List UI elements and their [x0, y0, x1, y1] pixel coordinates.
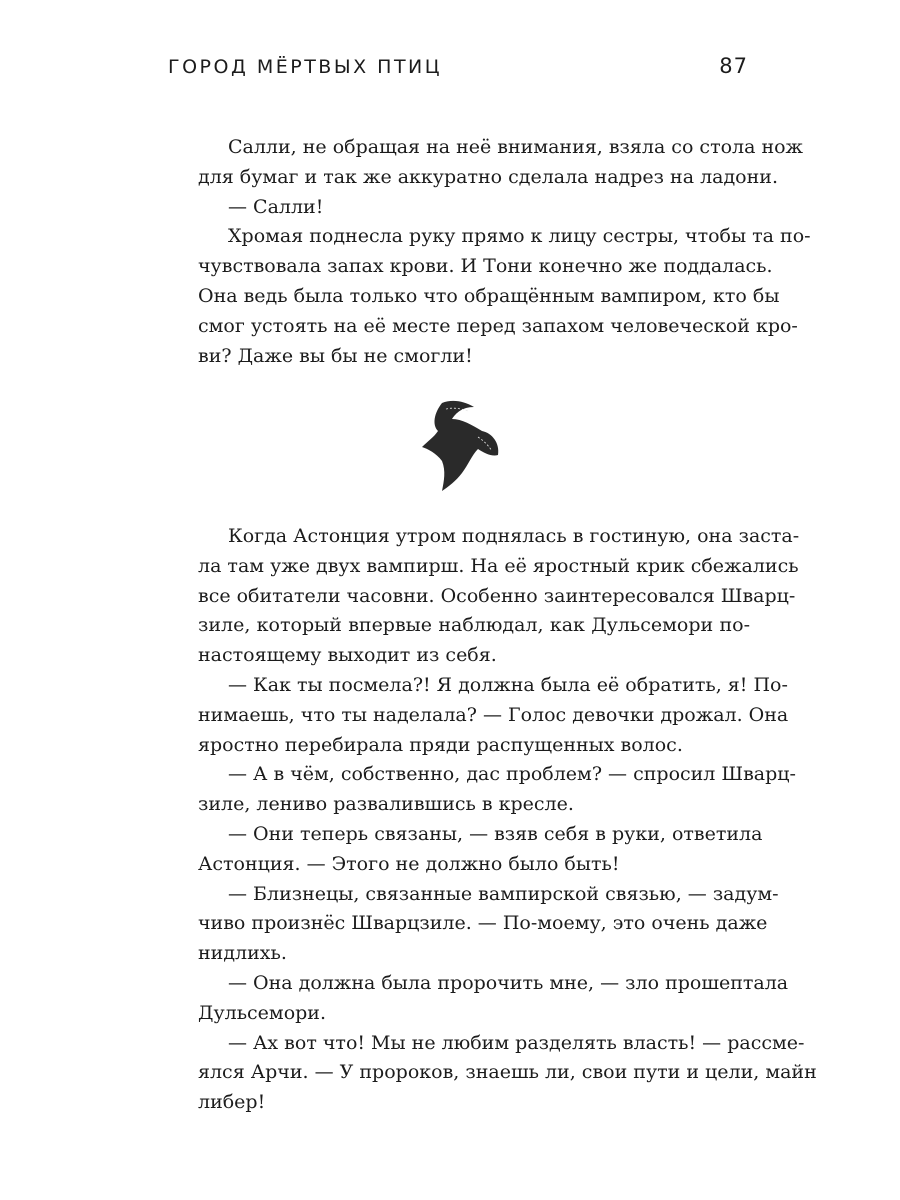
text-line: чиво произнёс Шварцзиле. — По-моему, это очень даже	[198, 912, 768, 935]
text-line: Астонция. — Этого не должно было быть!	[198, 852, 620, 875]
text-line: Хромая поднесла руку прямо к лицу сестры, чтобы та по-	[228, 225, 811, 248]
paragraph	[168, 222, 811, 371]
paragraph	[168, 671, 789, 760]
text-line: либер!	[198, 1091, 266, 1114]
paragraph	[168, 522, 800, 671]
paragraph	[168, 1029, 817, 1118]
page-number: 87	[719, 54, 748, 78]
text-line: — А в чём, собственно, дас проблем? — спросил Шварц-	[228, 763, 796, 786]
running-head: ГОРОД МЁРТВЫХ ПТИЦ	[168, 56, 443, 78]
text-block-top	[168, 133, 811, 371]
text-line: ялся Арчи. — У пророков, знаешь ли, свои пути и цели, майн	[198, 1061, 817, 1084]
text-line: для бумаг и так же аккуратно сделала надрез на ладони.	[198, 165, 778, 188]
paragraph	[168, 969, 789, 1029]
text-line: ви? Даже вы бы не смогли!	[198, 344, 473, 367]
text-line: нидлихь.	[198, 942, 287, 965]
text-line: смог устоять на её месте перед запахом человеческой кро-	[198, 314, 798, 337]
text-line: — Близнецы, связанные вампирской связью, — задум-	[228, 882, 779, 905]
paragraph	[168, 193, 750, 223]
paragraph	[168, 820, 763, 880]
text-line: Дульсемори.	[198, 1001, 327, 1024]
paragraph	[168, 760, 796, 820]
text-line: чувствовала запах крови. И Тони конечно же поддалась.	[198, 255, 773, 278]
text-line: зиле, лениво развалившись в кресле.	[198, 793, 574, 816]
text-line: — Как ты посмела?! Я должна была её обратить, я! По-	[228, 673, 788, 696]
paragraph	[168, 133, 804, 193]
text-block-bottom	[168, 522, 817, 1118]
text-line: ла там уже двух вампирш. На её яростный крик сбежались	[198, 554, 799, 577]
text-line: зиле, который впервые наблюдал, как Дульсемори по-	[198, 614, 750, 637]
text-line: нимаешь, что ты наделала? — Голос девочки дрожал. Она	[198, 703, 789, 726]
text-line: яростно перебирала пряди распущенных волос.	[198, 733, 683, 756]
text-line: все обитатели часовни. Особенно заинтересовался Шварц-	[198, 584, 796, 607]
crow-icon	[412, 395, 508, 495]
page-header	[168, 54, 748, 94]
text-line: — Они теперь связаны, — взяв себя в руки, ответила	[228, 822, 763, 845]
text-line: Когда Астонция утром поднялась в гостиную, она заста-	[228, 525, 800, 547]
text-line: — Она должна была пророчить мне, — зло прошептала	[228, 971, 789, 994]
text-line: Она ведь была только что обращённым вампиром, кто бы	[198, 284, 780, 307]
paragraph	[168, 880, 779, 969]
text-line: — Салли!	[228, 195, 324, 218]
text-line: настоящему выходит из себя.	[198, 644, 497, 667]
text-line: — Ах вот что! Мы не любим разделять власть! — рассме-	[228, 1031, 805, 1054]
text-line: Салли, не обращая на неё внимания, взяла со стола нож	[228, 136, 804, 158]
